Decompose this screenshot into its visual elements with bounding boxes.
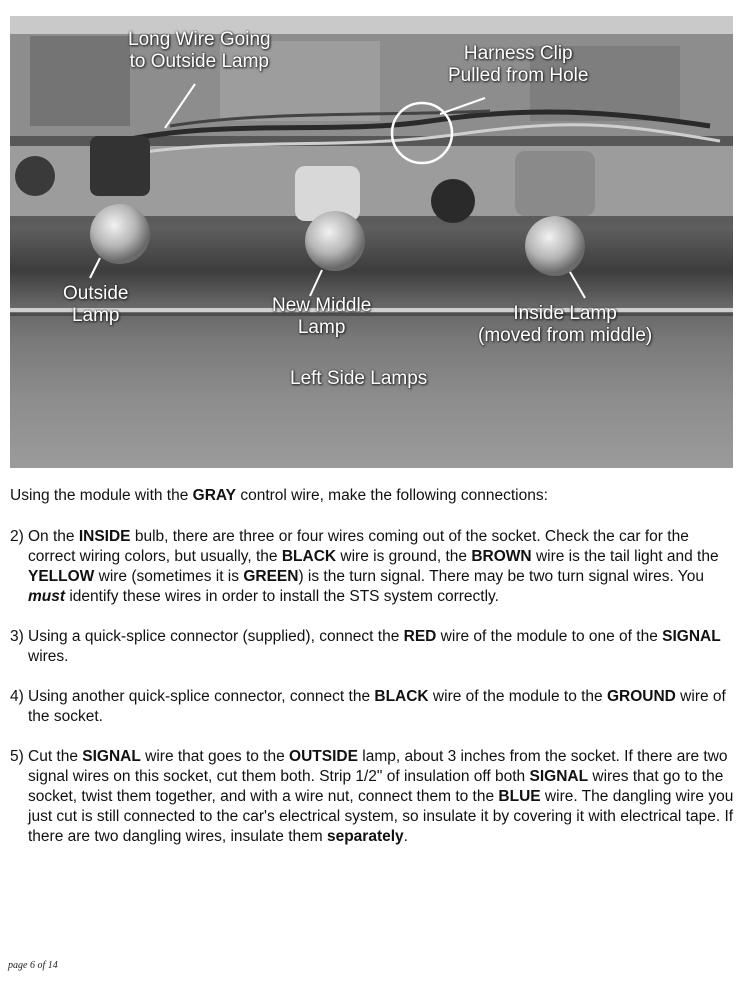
step-number: 4) bbox=[10, 688, 24, 705]
caption-inside-lamp: Inside Lamp (moved from middle) bbox=[478, 303, 653, 346]
caption-long-wire: Long Wire Going to Outside Lamp bbox=[128, 29, 271, 72]
photo-drawing bbox=[10, 16, 733, 468]
step-5 bbox=[10, 747, 735, 847]
caption-harness-clip: Harness Clip Pulled from Hole bbox=[448, 43, 589, 86]
step-text: Cut the SIGNAL wire that goes to the OUTSIDE lamp, about 3 inches from the socket. If there are two signal wires on this socket, cut them both. Strip 1/2" of insulation off both SIGNAL wires that go to the socket, twist them together, and with a wire nut, connect them to the BLUE wire. The dangling wire you just cut is still connected to the car's electrical system, so insulate it by covering it with electrical tape. If there are two dangling wires, insulate them separately. bbox=[28, 748, 734, 845]
page-number: page 6 of 14 bbox=[8, 960, 58, 971]
intro-paragraph: Using the module with the GRAY control wire, make the following connections: bbox=[10, 487, 548, 504]
step-3 bbox=[10, 627, 735, 667]
step-number: 5) bbox=[10, 748, 24, 765]
step-4 bbox=[10, 687, 735, 727]
step-2 bbox=[10, 527, 735, 607]
caption-new-middle-lamp: New Middle Lamp bbox=[272, 295, 372, 338]
caption-outside-lamp: Outside Lamp bbox=[63, 283, 129, 326]
step-number: 3) bbox=[10, 628, 24, 645]
instructions bbox=[10, 486, 735, 867]
caption-left-side-lamps: Left Side Lamps bbox=[290, 368, 428, 389]
step-text: On the INSIDE bulb, there are three or four wires coming out of the socket. Check the car for the correct wiring colors, but usually, the BLACK wire is ground, the BROWN wire is the tail light and the YELLOW wire (sometimes it is GREEN) is the turn signal. There may be two turn signal wires. You must identify these wires in order to install the STS system correctly. bbox=[28, 528, 719, 605]
step-text: Using a quick-splice connector (supplied), connect the RED wire of the module to one of the SIGNAL wires. bbox=[28, 628, 721, 665]
step-number: 2) bbox=[10, 528, 24, 545]
step-text: Using another quick-splice connector, connect the BLACK wire of the module to the GROUND wire of the socket. bbox=[28, 688, 726, 725]
lamp-wiring-photo bbox=[10, 16, 733, 468]
